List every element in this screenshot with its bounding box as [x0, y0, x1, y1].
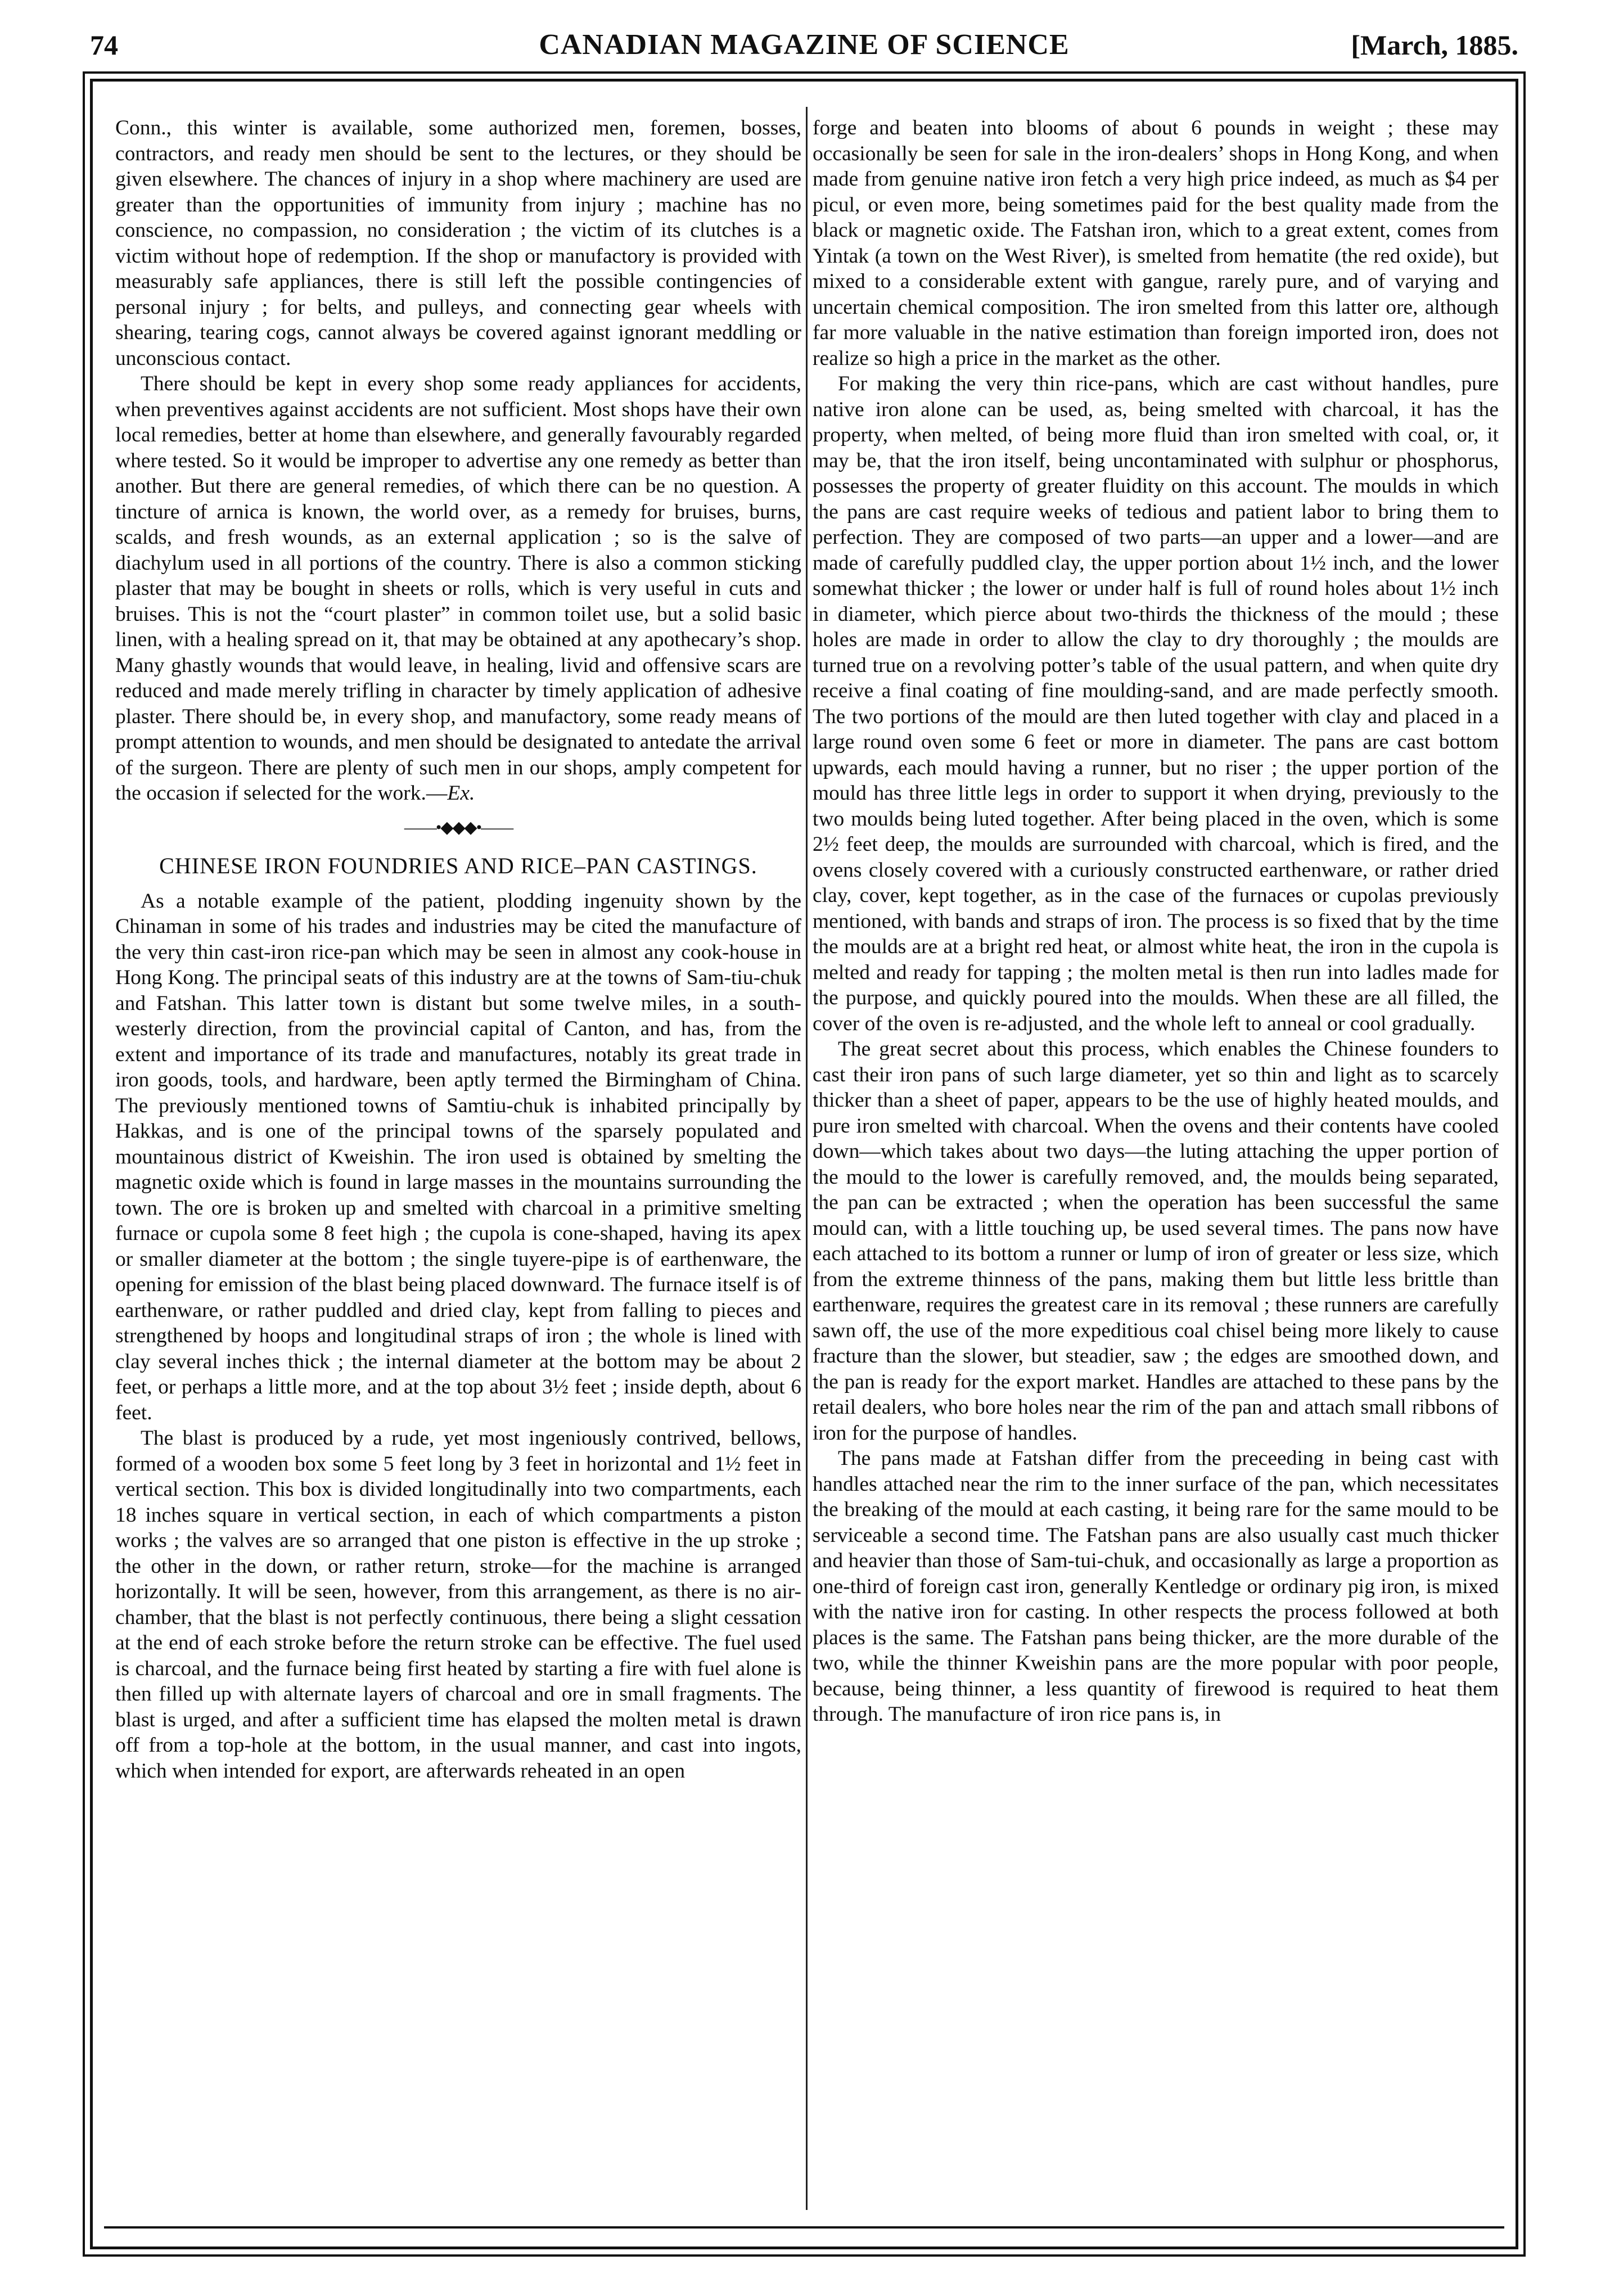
left-column [115, 115, 801, 1784]
source-credit: Ex. [447, 782, 475, 805]
paragraph-moulds: For making the very thin rice-pans, which are cast without handles, pure native iron alone can be used, as, being smelted with charcoal, it has the property, when melted, of being more fluid than iron smelted with coal, or, it may be, that the iron itself, being uncontaminated with sulphur or phosphorus, possesses the property of greater fluidity on this account. The moulds in which the pans are cast require weeks of tedious and patient labor to bring them to perfection. They are composed of two parts—an upper and a lower—and are made of carefully puddled clay, the upper portion about 1½ inch, and the lower somewhat thicker ; the lower or under half is full of round holes about 1½ inch in diameter, which pierce about two-thirds the thickness of the mould ; these holes are made in order to allow the clay to dry thoroughly ; the moulds are turned true on a revolving potter’s table of the usual pattern, and when quite dry receive a final coating of fine moulding-sand, and are made perfectly smooth. The two portions of the mould are then luted together with clay and placed in a large round oven some 6 feet or more in diameter. The pans are cast bottom upwards, each mould having a runner, but no riser ; the upper portion of the mould has three little legs in order to support it when drying, previously to the two moulds being luted together. After being placed in the oven, which is some 2½ feet deep, the moulds are surrounded with charcoal, which is fired, and the ovens closely covered with a curiously constructed earthenware, or rather dried clay, cover, kept together, as in the case of the furnaces or cupolas previously mentioned, with bands and straps of iron. The process is so fixed that by the time the moulds are at a bright red heat, or almost white heat, the iron in the cupola is melted and ready for tapping ; the molten metal is then run into ladles made for the purpose, and quickly poured into the moulds. When these are all filled, the cover of the oven is re-adjusted, and the whole left to anneal or cool gradually. [813, 372, 1499, 1035]
page-frame [90, 79, 1518, 2249]
bottom-rule [104, 2226, 1504, 2229]
running-header [90, 22, 1518, 67]
magazine-title: CANADIAN MAGAZINE OF SCIENCE [539, 29, 1070, 61]
paragraph-secret: The great secret about this process, which enables the Chinese founders to cast their iron pans of such large diameter, yet so thin and light as to scarcely thicker than a sheet of paper, appears to be the use of highly heated moulds, and pure iron smelted with charcoal. When the ovens and their contents have cooled down—which takes about two days—the luting attaching the upper portion of the mould to the lower is carefully removed, and, the moulds being separated, the pan can be extracted ; when the operation has been successful the same mould can, with a little touching up, be used several times. The pans now have each attached to its bottom a runner or lump of iron of greater or less size, which from the extreme thinness of the pans, making them but little less brittle than earthenware, requires the greatest care in its removal ; these runners are carefully sawn off, the use of the more expeditious coal chisel being more likely to cause fracture than the slower, but steadier, saw ; the edges are smoothed down, and the pan is ready for the export market. Handles are attached to these pans by the retail dealers, who bore holes near the rim of the pan and attach small ribbons of iron for the purpose of handles. [813, 1038, 1499, 1445]
paragraph-blast: The blast is produced by a rude, yet most ingeniously contrived, bellows, formed of a wooden box some 5 feet long by 3 feet in horizontal and 1½ feet in vertical section. This box is divided longitudinally into two compartments, each 18 inches square in vertical section, in each of which compartments a piston works ; the valves are so arranged that one piston is effective in the up stroke ; the other in the down, or rather return, stroke—for the machine is arranged horizontally. It will be seen, however, from this arrangement, as there is no air-chamber, that the blast is not perfectly continuous, there being a slight cessation at the end of each stroke before the return stroke can be effective. The fuel used is charcoal, and the furnace being first heated by starting a fire with fuel alone is then filled up with alternate layers of charcoal and ore in small fragments. The blast is urged, and after a sufficient time has elapsed the molten metal is drawn off from a top-hole at the bottom, in the usual manner, and cast into ingots, which when intended for export, are afterwards reheated in an open [115, 1427, 801, 1783]
paragraph-remedies [115, 371, 801, 806]
page-number: 74 [90, 29, 118, 61]
article-heading: CHINESE IRON FOUNDRIES AND RICE–PAN CASTINGS. [159, 852, 757, 878]
paragraph-fatshan: The pans made at Fatshan differ from the preceeding in being cast with handles attached near the rim to the inner surface of the pan, which necessitates the breaking of the mould at each casting, it being rare for the same mould to be serviceable a second time. The Fatshan pans are also usually cast much thicker and heavier than those of Sam-tui-chuk, and occasionally as large a proportion as one-third of foreign cast iron, generally Kentledge or ordinary pig iron, is mixed with the native iron for casting. In other respects the process followed at both places is the same. The Fatshan pans being thicker, are the more durable of the two, while the thinner Kweishin pans are the more popular with poor people, because, being thinner, a less quantity of firewood is required to heat them through. The manufacture of iron rice pans is, in [813, 1447, 1499, 1726]
paragraph-remedies-text: There should be kept in every shop some ready appliances for accidents, when preventives against accidents are not sufficient. Most shops have their own local remedies, better at home than elsewhere, and generally favourably regarded where tested. So it would be improper to advertise any one remedy as better than another. But there are general remedies, of which there can be no question. A tincture of arnica is known, the world over, as a remedy for bruises, burns, scalds, and fresh wounds, as an external application ; so is the salve of diachylum used in all portions of the country. There is also a common sticking plaster that may be bought in sheets or rolls, which is very useful in cuts and bruises. This is not the “court plaster” in common toilet use, but a solid basic linen, with a healing spread on it, that may be obtained at any apothecary’s shop. Many ghastly wounds that would leave, in healing, livid and offensive scars are reduced and made merely trifling in character by timely application of adhesive plaster. There should be, in every shop, and manufactory, some ready means of prompt attention to wounds, and men should be designated to antedate the arrival of the surgeon. There are plenty of such men in our shops, amply competent for the occasion if selected for the work.— [115, 372, 801, 805]
paragraph-continued: Conn., this winter is available, some authorized men, foremen, bosses, contractors, and ready men should be sent to the lectures, or they should be given elsewhere. The chances of injury in a shop where machinery are used are greater than the opportunities of immunity from injury ; machine has no conscience, no compassion, no consideration ; the victim of its clutches is a victim without hope of redemption. If the shop or manufactory is provided with measurably safe appliances, there is still left the possible contingencies of personal injury ; for belts, and pulleys, and connecting gear wheels with shearing, tearing cogs, cannot always be covered against ignorant meddling or unconscious contact. [115, 116, 801, 370]
section-ornament: ——•◆◆◆•—— [404, 818, 513, 837]
issue-date: [March, 1885. [1351, 29, 1518, 61]
right-column [813, 115, 1499, 1727]
paragraph-intro: As a notable example of the patient, plodding ingenuity shown by the Chinaman in some of his trades and industries may be cited the manufacture of the very thin cast-iron rice-pan which may be seen in almost any cook-house in Hong Kong. The principal seats of this industry are at the towns of Sam-tiu-chuk and Fatshan. This latter town is distant but some twelve miles, in a south-westerly direction, from the provincial capital of Canton, and has, from the extent and importance of its trade and manufactures, notably its great trade in iron goods, tools, and hardware, been aptly termed the Birmingham of China. The previously mentioned towns of Samtiu-chuk is inhabited principally by Hakkas, and is one of the principal towns of the sparsely populated and mountainous district of Kweishin. The iron used is obtained by smelting the magnetic oxide which is found in large masses in the mountains surrounding the town. The ore is broken up and smelted with charcoal in a primitive smelting furnace or cupola some 8 feet high ; the cupola is cone-shaped, having its apex or smaller diameter at the bottom ; the single tuyere-pipe is of earthenware, the opening for emission of the blast being placed downward. The furnace itself is of earthenware, or rather puddled and dried clay, kept from falling to pieces and strengthened by hoops and longitudinal straps of iron ; the whole is lined with clay several inches thick ; the internal diameter at the bottom may be about 2 feet, or perhaps a little more, and at the top about 3½ feet ; inside depth, about 6 feet. [115, 889, 801, 1424]
paragraph-forge: forge and beaten into blooms of about 6 pounds in weight ; these may occasionally be seen for sale in the iron-dealers’ shops in Hong Kong, and when made from genuine native iron fetch a very high price indeed, as much as $4 per picul, or even more, being sometimes paid for the best quality made from the black or magnetic oxide. The Fatshan iron, which to a great extent, comes from Yintak (a town on the West River), is smelted from hematite (the red oxide), but mixed to a considerable extent with gangue, rarely pure, and of varying and uncertain chemical composition. The iron smelted from this latter ore, although far more valuable in the native estimation than foreign imported iron, does not realize so high a price in the market as the other. [813, 116, 1499, 370]
column-divider [806, 107, 808, 2210]
